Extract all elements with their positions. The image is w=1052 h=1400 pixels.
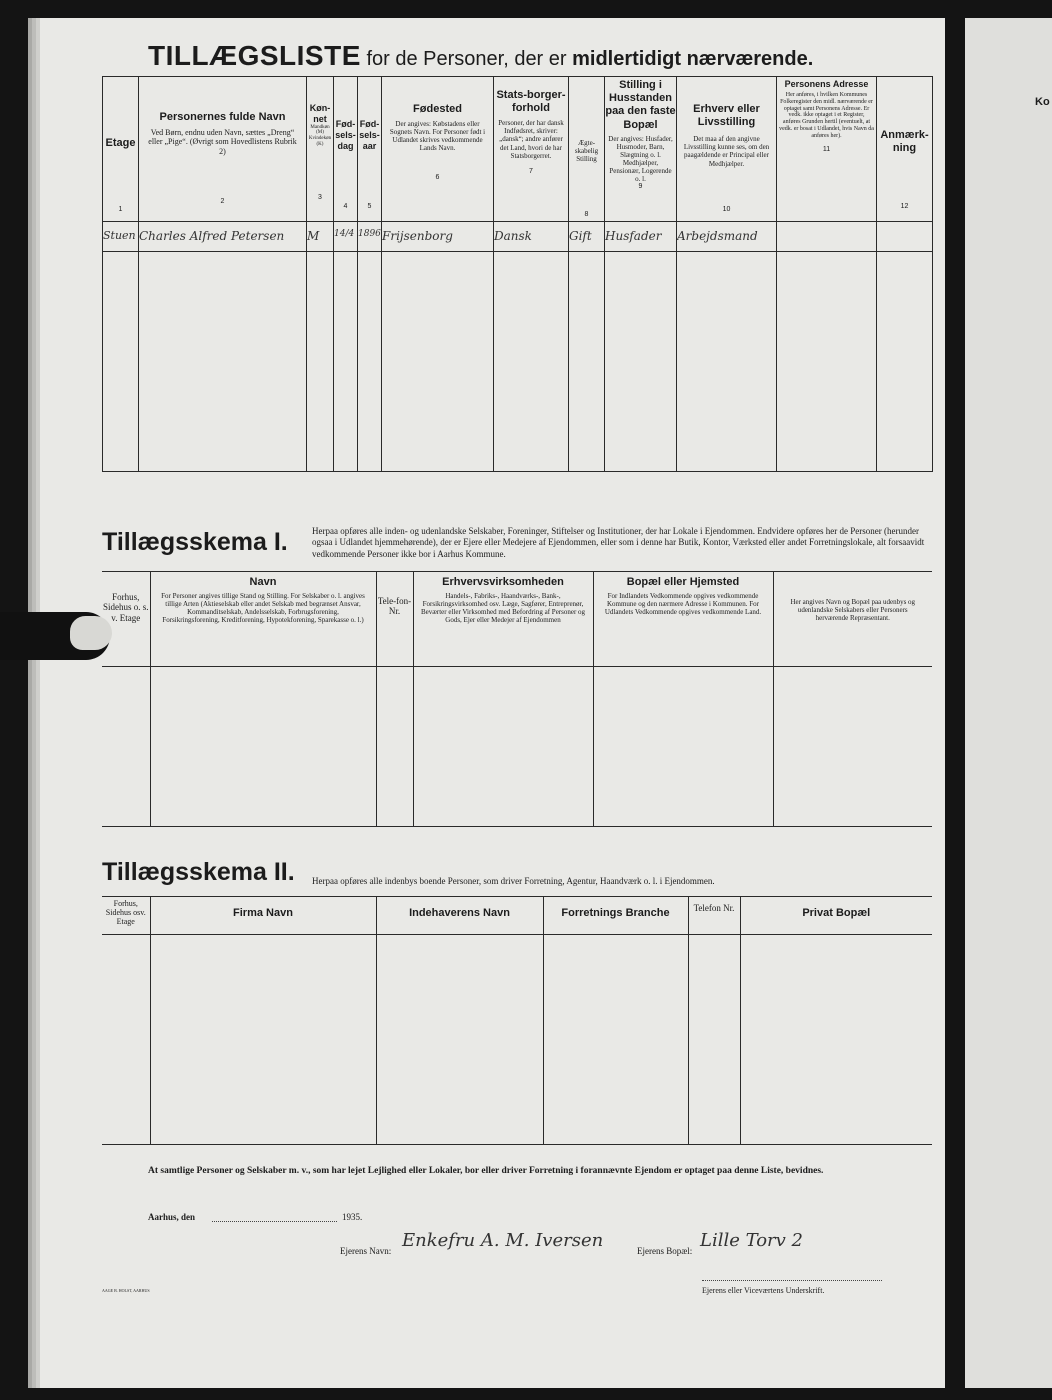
cell-navn[interactable]: Charles Alfred Petersen (139, 222, 307, 252)
empty-rows (103, 252, 933, 472)
col-etage-header: Etage 1 (103, 77, 139, 222)
cell-erhverv[interactable]: Arbejdsmand (677, 222, 777, 252)
skema2-col-bopael-header: Privat Bopæl (740, 897, 932, 935)
footer-place: Aarhus, den (148, 1212, 196, 1222)
skema2-col-branche-header: Forretnings Branche (543, 897, 688, 935)
cell-foedested[interactable]: Frijsenborg (382, 222, 494, 252)
page-title (148, 40, 813, 72)
title-bold: midlertidigt nærværende. (572, 48, 814, 70)
printer-mark: AAGE B. HOLST, AARHUS (102, 1288, 150, 1293)
skema2-col-firma-header: Firma Navn (150, 897, 376, 935)
col-foedested-header: Fødested Der angives: Købstadens eller Sognets Navn. For Personer født i Udlandet skrives vedkommende Lands Navn. 6 (382, 77, 494, 222)
cell-aar[interactable]: 1896 (358, 222, 382, 252)
skema2-col-telefon-header: Telefon Nr. (688, 897, 740, 935)
cell-anm[interactable] (877, 222, 933, 252)
col-adresse-header: Personens Adresse Her anføres, i hvilken Kommunes Folkeregister den midl. nærværende er optaget samt Personens Adresse. Er vedk. ikke optaget i et Register, anføres Grunden hertil (eventuelt, at vedk. er bosat i Udlandet, hvis Navn da anføres her). 11 (777, 77, 877, 222)
cell-koen[interactable]: M (307, 222, 334, 252)
skema2-heading: Tillægsskema II. (102, 858, 295, 886)
skema1-col-erhverv-header: Erhvervsvirksomheden Handels-, Fabriks-, Haandværks-, Bank-, Forsikringsvirksomhed osv. Læge, Sagfører, Entreprenør, Beværter eller Virksomhed med Befordring af Personer og Gods, Ejer eller Medejer af Ejendommen (413, 572, 593, 667)
title-main: TILLÆGSLISTE (148, 40, 361, 71)
skema2-table (102, 896, 932, 1145)
signature-line[interactable] (702, 1280, 882, 1281)
cell-dag[interactable]: 14/4 (334, 222, 358, 252)
skema1-col-bopael-header: Bopæl eller Hjemsted For Indlandets Vedkommende opgives vedkommende Kommune og den nærmere Adresse i Kommunen. For Udlandets Vedkommende opgives vedkommende Land. (593, 572, 773, 667)
date-line[interactable] (212, 1221, 337, 1222)
skema2-header (102, 897, 932, 935)
main-table-header (103, 77, 933, 222)
owner-name-value[interactable]: Enkefru A. M. Iversen (402, 1230, 604, 1251)
title-rest: for de Personer, der er (366, 48, 567, 70)
col-navn-header: Personernes fulde Navn Ved Børn, endnu uden Navn, sættes „Dreng“ eller „Pige“. (Øvrigt som Hovedlistens Rubrik 2) 2 (139, 77, 307, 222)
skema1-col-repr-header: Her angives Navn og Bopæl paa udenbys og udenlandske Selskabers eller Personers herværende Repræsentant. (773, 572, 932, 667)
col-koen-header: Køn-net Mandkøn (M) Kvindekøn (K) 3 (307, 77, 334, 222)
form-page (40, 18, 945, 1388)
main-table (102, 76, 933, 472)
skema1-col-telefon-header: Tele-fon-Nr. (376, 572, 413, 667)
cell-adresse[interactable] (777, 222, 877, 252)
cell-stilling[interactable]: Husfader (605, 222, 677, 252)
skema1-empty-rows (102, 667, 932, 827)
col-anm-header: Anmærk-ning 12 (877, 77, 933, 222)
adjacent-page-text: Ko (1035, 96, 1050, 108)
skema1-header (102, 572, 932, 667)
cell-statsborger[interactable]: Dansk (494, 222, 569, 252)
col-aar-header: Fød-sels-aar 5 (358, 77, 382, 222)
residence-value[interactable]: Lille Torv 2 (700, 1230, 803, 1251)
cell-aegteskab[interactable]: Gift (569, 222, 605, 252)
adjacent-page (965, 18, 1052, 1388)
skema1-heading: Tillægsskema I. (102, 528, 288, 556)
owner-label: Ejerens Navn: (340, 1246, 392, 1256)
footer-statement: At samtlige Personer og Selskaber m. v., som har lejet Lejlighed eller Lokaler, bor eller driver Forretning i forannævnte Ejendom er optaget paa denne Liste, bevidnes. (148, 1166, 824, 1176)
skema1-col-navn-header: Navn For Personer angives tillige Stand og Stilling. For Selskaber o. l. angives tillige Arten (Aktieselskab eller andet Selskab med begrænset Ansvar, Kommanditselskab, Andelsselskab, Forbrugsforening, Forsikringsforening, Kreditforening, Hypotekforening, Sparekasse o. l.) (150, 572, 376, 667)
col-erhverv-header: Erhverv eller Livsstilling Det maa af den angivne Livsstilling kunne ses, om den paagældende er Principal eller Medhjælper. 10 (677, 77, 777, 222)
col-stilling-header: Stilling i Husstanden paa den faste Bopæl Der angives: Husfader, Husmoder, Barn, Slægtning o. l. Medhjælper, Pensionær, Logerende o. l. 9 (605, 77, 677, 222)
skema2-empty-rows (102, 935, 932, 1145)
skema1-description: Herpaa opføres alle inden- og udenlandske Selskaber, Foreninger, Stiftelser og Institutioner, der har Lokale i Ejendommen. Endvidere opføres her de Personer (herunder ogsaa i Udlandet hjemmehørende), der er Ejere eller Medejere af Ejendommen, eller som i denne har Butik, Kontor, Værksted eller andet Forretningslokale, alt forsaavidt vedkommende Personer ikke bor i Aarhus Kommune. (312, 526, 925, 559)
skema1-table (102, 571, 932, 827)
skema1-col-etage-header: Forhus, Sidehus o. s. v. Etage (102, 572, 150, 667)
skema2-description: Herpaa opføres alle indenbys boende Personer, som driver Forretning, Agentur, Haandværk o. l. i Ejendommen. (312, 876, 715, 886)
col-dag-header: Fød-sels-dag 4 (334, 77, 358, 222)
residence-label: Ejerens Bopæl: (637, 1246, 693, 1256)
thumbnail-nail (70, 616, 112, 650)
skema2-col-etage-header: Forhus, Sidehus osv. Etage (102, 897, 150, 935)
signature-label: Ejerens eller Viceværtens Underskrift. (702, 1286, 825, 1295)
skema2-col-indehaver-header: Indehaverens Navn (376, 897, 543, 935)
footer-year: 1935. (342, 1212, 363, 1222)
cell-etage[interactable]: Stuen (103, 222, 139, 252)
col-aegteskab-header: Ægte-skabelig Stilling 8 (569, 77, 605, 222)
col-statsborger-header: Stats-borger-forhold Personer, der har dansk Indfødsret, skriver: „dansk“; andre anfører det Land, hvori de har Statsborgerret. 7 (494, 77, 569, 222)
table-row (103, 222, 933, 252)
